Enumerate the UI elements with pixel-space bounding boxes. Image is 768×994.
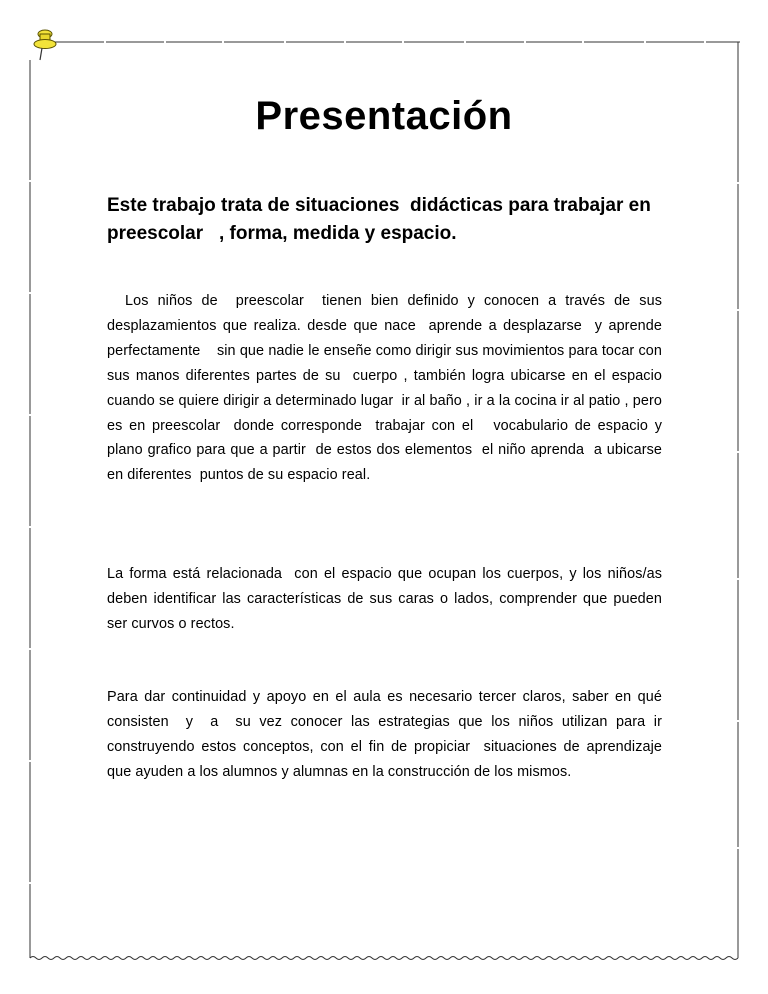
- pushpin-icon: [26, 24, 62, 64]
- page-title-text: Presentación: [255, 94, 513, 138]
- paragraph-forma: La forma está relacionada con el espacio que ocupan los cuerpos, y los niños/as deben identificar las características de sus caras o lados, comprender que pueden ser curvos o rectos.: [107, 566, 667, 632]
- bottom-wavy-border: [30, 957, 738, 960]
- page-title: [0, 90, 768, 142]
- paragraph-intro: Los niños de preescolar tienen bien definido y conocen a través de sus desplazamientos que realiza. desde que nace aprende a desplazarse y aprende perfectamente sin que nadie le enseñe como dirigir sus movimientos para tocar con sus manos diferentes partes de su cuerpo , también logra ubicarse en el espacio cuando se quiere dirigir a determinado lugar ir al baño , ir a la cocina ir al patio , pero es en preescolar donde corresponde trabajar con el vocabulario de espacio y plano grafico para que a partir de estos dos elementos el niño aprenda a ubicarse en diferentes puntos de su espacio real.: [107, 293, 675, 484]
- document-subtitle: Este trabajo trata de situaciones didácticas para trabajar en preescolar , forma, medida y espacio.: [107, 195, 657, 244]
- paragraph-continuidad: Para dar continuidad y apoyo en el aula es necesario tercer claros, saber en qué consisten y a su vez conocer las estrategias que los niños utilizan para ir construyendo estos conceptos, con el fin de propiciar situaciones de aprendizaje que ayuden a los alumnos y alumnas en la construcción de los mismos.: [107, 689, 671, 780]
